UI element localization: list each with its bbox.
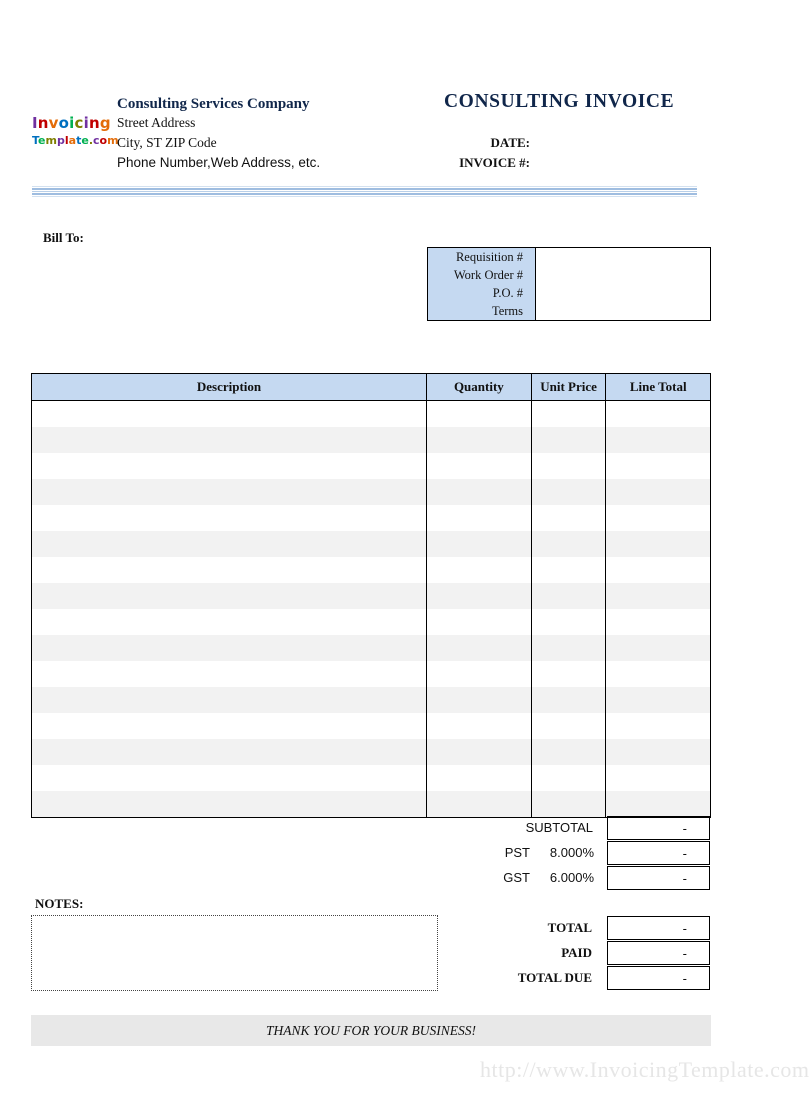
table-row bbox=[32, 505, 711, 531]
table-row bbox=[32, 557, 711, 583]
table-row bbox=[32, 531, 711, 557]
unit-price-cell[interactable] bbox=[531, 687, 606, 713]
unit-price-cell[interactable] bbox=[531, 401, 606, 428]
unit-price-cell[interactable] bbox=[531, 453, 606, 479]
reference-row bbox=[428, 302, 711, 321]
col-unit-price: Unit Price bbox=[531, 374, 606, 401]
line-items-table bbox=[31, 373, 711, 818]
unit-price-cell[interactable] bbox=[531, 479, 606, 505]
line-total-cell[interactable] bbox=[606, 739, 711, 765]
description-cell[interactable] bbox=[32, 427, 427, 453]
unit-price-cell[interactable] bbox=[531, 609, 606, 635]
table-row bbox=[32, 453, 711, 479]
line-total-cell[interactable] bbox=[606, 453, 711, 479]
table-row bbox=[32, 687, 711, 713]
reference-table bbox=[427, 247, 711, 321]
col-line-total: Line Total bbox=[606, 374, 711, 401]
quantity-cell[interactable] bbox=[427, 661, 532, 687]
reference-label: Terms bbox=[428, 302, 536, 321]
table-row bbox=[32, 479, 711, 505]
quantity-cell[interactable] bbox=[427, 765, 532, 791]
company-street: Street Address bbox=[117, 115, 196, 130]
website-watermark: http://www.InvoicingTemplate.com bbox=[480, 1057, 810, 1082]
table-row bbox=[32, 583, 711, 609]
company-logo bbox=[32, 114, 119, 148]
gst-rate[interactable]: 6.000% bbox=[549, 870, 594, 885]
col-quantity: Quantity bbox=[427, 374, 532, 401]
paid-value[interactable]: - bbox=[607, 941, 710, 965]
quantity-cell[interactable] bbox=[427, 713, 532, 739]
logo-line1: Invoicing bbox=[32, 114, 111, 132]
pst-label: PST bbox=[504, 845, 530, 860]
subtotal-label: SUBTOTAL bbox=[525, 820, 593, 835]
line-total-cell[interactable] bbox=[606, 479, 711, 505]
quantity-cell[interactable] bbox=[427, 687, 532, 713]
description-cell[interactable] bbox=[32, 791, 427, 818]
description-cell[interactable] bbox=[32, 531, 427, 557]
reference-row bbox=[428, 266, 711, 284]
description-cell[interactable] bbox=[32, 713, 427, 739]
reference-value[interactable] bbox=[536, 284, 711, 302]
reference-label: P.O. # bbox=[428, 284, 536, 302]
description-cell[interactable] bbox=[32, 557, 427, 583]
quantity-cell[interactable] bbox=[427, 739, 532, 765]
line-total-cell[interactable] bbox=[606, 791, 711, 818]
quantity-cell[interactable] bbox=[427, 531, 532, 557]
col-description: Description bbox=[32, 374, 427, 401]
notes-field[interactable] bbox=[31, 915, 438, 991]
table-row bbox=[32, 635, 711, 661]
reference-label: Requisition # bbox=[428, 248, 536, 267]
description-cell[interactable] bbox=[32, 609, 427, 635]
quantity-cell[interactable] bbox=[427, 557, 532, 583]
total-due-value: - bbox=[607, 966, 710, 990]
line-total-cell[interactable] bbox=[606, 765, 711, 791]
line-total-cell[interactable] bbox=[606, 713, 711, 739]
description-cell[interactable] bbox=[32, 765, 427, 791]
line-total-cell[interactable] bbox=[606, 531, 711, 557]
quantity-cell[interactable] bbox=[427, 635, 532, 661]
date-value[interactable] bbox=[540, 135, 700, 153]
unit-price-cell[interactable] bbox=[531, 427, 606, 453]
unit-price-cell[interactable] bbox=[531, 531, 606, 557]
pst-rate[interactable]: 8.000% bbox=[549, 845, 594, 860]
table-row bbox=[32, 791, 711, 818]
invoice-title: CONSULTING INVOICE bbox=[444, 91, 675, 112]
description-cell[interactable] bbox=[32, 687, 427, 713]
unit-price-cell[interactable] bbox=[531, 739, 606, 765]
unit-price-cell[interactable] bbox=[531, 635, 606, 661]
invoice-number-value[interactable] bbox=[540, 155, 700, 173]
reference-row bbox=[428, 284, 711, 302]
company-city: City, ST ZIP Code bbox=[117, 135, 217, 150]
reference-value[interactable] bbox=[536, 248, 711, 267]
reference-value[interactable] bbox=[536, 266, 711, 284]
subtotal-value: - bbox=[607, 816, 710, 840]
gst-label: GST bbox=[503, 870, 530, 885]
table-row bbox=[32, 739, 711, 765]
logo-line2: Template.com bbox=[32, 134, 119, 147]
pst-value: - bbox=[607, 841, 710, 865]
total-due-label: TOTAL DUE bbox=[517, 970, 592, 985]
table-row bbox=[32, 713, 711, 739]
unit-price-cell[interactable] bbox=[531, 505, 606, 531]
unit-price-cell[interactable] bbox=[531, 583, 606, 609]
description-cell[interactable] bbox=[32, 505, 427, 531]
reference-label: Work Order # bbox=[428, 266, 536, 284]
quantity-cell[interactable] bbox=[427, 505, 532, 531]
table-row bbox=[32, 427, 711, 453]
date-label: DATE: bbox=[490, 135, 530, 150]
line-total-cell[interactable] bbox=[606, 687, 711, 713]
total-value: - bbox=[607, 916, 710, 940]
quantity-cell[interactable] bbox=[427, 427, 532, 453]
line-total-cell[interactable] bbox=[606, 609, 711, 635]
description-cell[interactable] bbox=[32, 739, 427, 765]
quantity-cell[interactable] bbox=[427, 791, 532, 818]
reference-row bbox=[428, 248, 711, 267]
line-total-cell[interactable] bbox=[606, 661, 711, 687]
description-cell[interactable] bbox=[32, 583, 427, 609]
unit-price-cell[interactable] bbox=[531, 791, 606, 818]
description-cell[interactable] bbox=[32, 401, 427, 428]
line-total-cell[interactable] bbox=[606, 583, 711, 609]
thank-you-banner: THANK YOU FOR YOUR BUSINESS! bbox=[31, 1015, 711, 1046]
quantity-cell[interactable] bbox=[427, 609, 532, 635]
company-name: Consulting Services Company bbox=[117, 96, 310, 112]
table-row bbox=[32, 661, 711, 687]
total-label: TOTAL bbox=[547, 920, 592, 935]
notes-label: NOTES: bbox=[35, 896, 84, 911]
description-cell[interactable] bbox=[32, 661, 427, 687]
quantity-cell[interactable] bbox=[427, 479, 532, 505]
unit-price-cell[interactable] bbox=[531, 557, 606, 583]
quantity-cell[interactable] bbox=[427, 583, 532, 609]
quantity-cell[interactable] bbox=[427, 453, 532, 479]
quantity-cell[interactable] bbox=[427, 401, 532, 428]
line-total-cell[interactable] bbox=[606, 505, 711, 531]
unit-price-cell[interactable] bbox=[531, 713, 606, 739]
company-phone: Phone Number,Web Address, etc. bbox=[117, 155, 321, 170]
line-total-cell[interactable] bbox=[606, 427, 711, 453]
line-total-cell[interactable] bbox=[606, 401, 711, 428]
invoice-number-label: INVOICE #: bbox=[459, 155, 530, 170]
gst-value: - bbox=[607, 866, 710, 890]
description-cell[interactable] bbox=[32, 453, 427, 479]
table-row bbox=[32, 401, 711, 428]
unit-price-cell[interactable] bbox=[531, 661, 606, 687]
description-cell[interactable] bbox=[32, 479, 427, 505]
unit-price-cell[interactable] bbox=[531, 765, 606, 791]
paid-label: PAID bbox=[561, 945, 592, 960]
bill-to-label: Bill To: bbox=[43, 230, 84, 245]
table-row bbox=[32, 765, 711, 791]
line-total-cell[interactable] bbox=[606, 557, 711, 583]
description-cell[interactable] bbox=[32, 635, 427, 661]
table-row bbox=[32, 609, 711, 635]
line-total-cell[interactable] bbox=[606, 635, 711, 661]
reference-value[interactable] bbox=[536, 302, 711, 321]
